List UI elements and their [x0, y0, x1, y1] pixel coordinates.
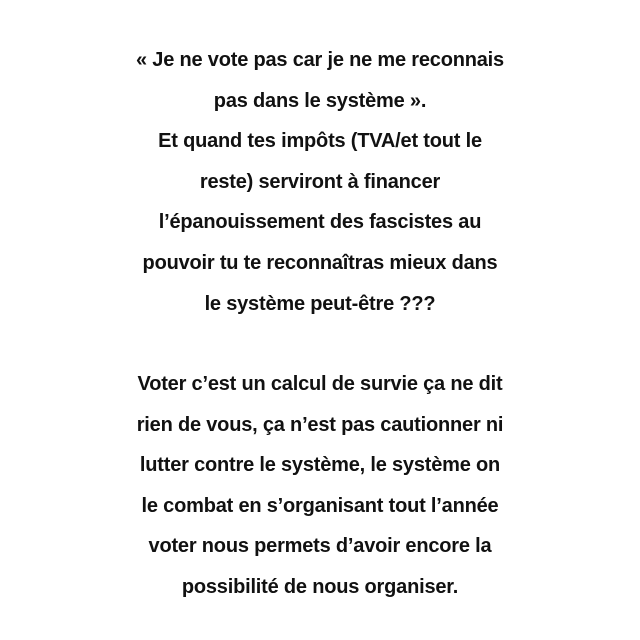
text-line: pouvoir tu te reconnaîtras mieux dans — [142, 251, 498, 274]
text-line: l’épanouissement des fascistes au — [158, 211, 482, 234]
text-line: possibilité de nous organiser. — [181, 575, 459, 598]
text-line: rien de vous, ça n’est pas cautionner ni — [136, 413, 504, 436]
text-line: le système peut-être ??? — [204, 292, 436, 315]
text-line: le combat en s’organisant tout l’année — [141, 494, 499, 517]
text-line: pas dans le système ». — [213, 89, 427, 112]
text-line: Voter c’est un calcul de survie ça ne dit — [137, 373, 503, 395]
text-line: voter nous permets d’avoir encore la — [148, 535, 492, 558]
text-line: « Je ne vote pas car je ne me reconnais — [136, 49, 504, 71]
text-line: reste) serviront à financer — [199, 170, 441, 193]
paragraph-2 — [0, 364, 640, 608]
paragraph-1 — [0, 40, 640, 324]
text-line: Et quand tes impôts (TVA/et tout le — [158, 130, 482, 153]
text-line: lutter contre le système, le système on — [139, 454, 501, 477]
